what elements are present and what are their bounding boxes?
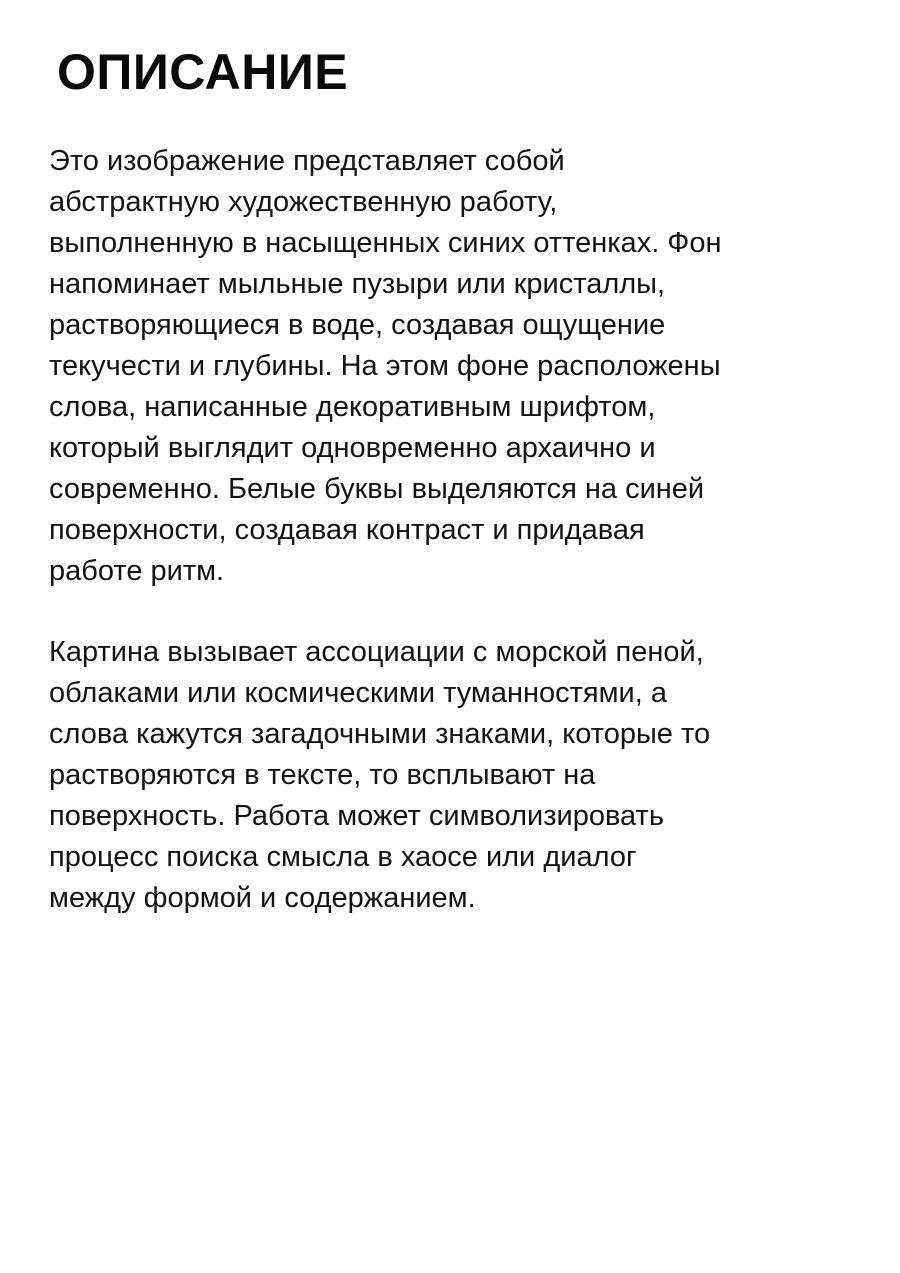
paragraph-line: текучести и глубины. На этом фоне расположены	[49, 350, 721, 382]
paragraph-line: поверхность. Работа может символизировать	[49, 800, 664, 832]
paragraph-1	[49, 141, 849, 592]
paragraph-line: Это изображение представляет собой	[49, 145, 565, 177]
paragraph-line: работе ритм.	[49, 555, 225, 587]
paragraph-line: Картина вызывает ассоциации с морской пеной,	[49, 636, 704, 668]
paragraph-2	[49, 632, 849, 919]
paragraph-line: между формой и содержанием.	[49, 882, 476, 914]
paragraph-line: облаками или космическими туманностями, а	[49, 677, 667, 709]
paragraph-line: растворяющиеся в воде, создавая ощущение	[49, 309, 666, 341]
paragraph-line: напоминает мыльные пузыри или кристаллы,	[49, 268, 666, 300]
page-title: ОПИСАНИЕ	[57, 44, 349, 100]
paragraph-line: абстрактную художественную работу,	[49, 186, 558, 218]
paragraph-line: слова кажутся загадочными знаками, которые то	[49, 718, 711, 750]
paragraph-line: слова, написанные декоративным шрифтом,	[49, 391, 656, 423]
paragraph-line: современно. Белые буквы выделяются на синей	[49, 473, 705, 505]
paragraph-line: поверхности, создавая контраст и придавая	[49, 514, 645, 546]
paragraph-line: который выглядит одновременно архаично и	[49, 432, 656, 464]
paragraph-line: процесс поиска смысла в хаосе или диалог	[49, 841, 637, 873]
paragraph-line: растворяются в тексте, то всплывают на	[49, 759, 596, 791]
paragraph-line: выполненную в насыщенных синих оттенках. Фон	[49, 227, 722, 259]
